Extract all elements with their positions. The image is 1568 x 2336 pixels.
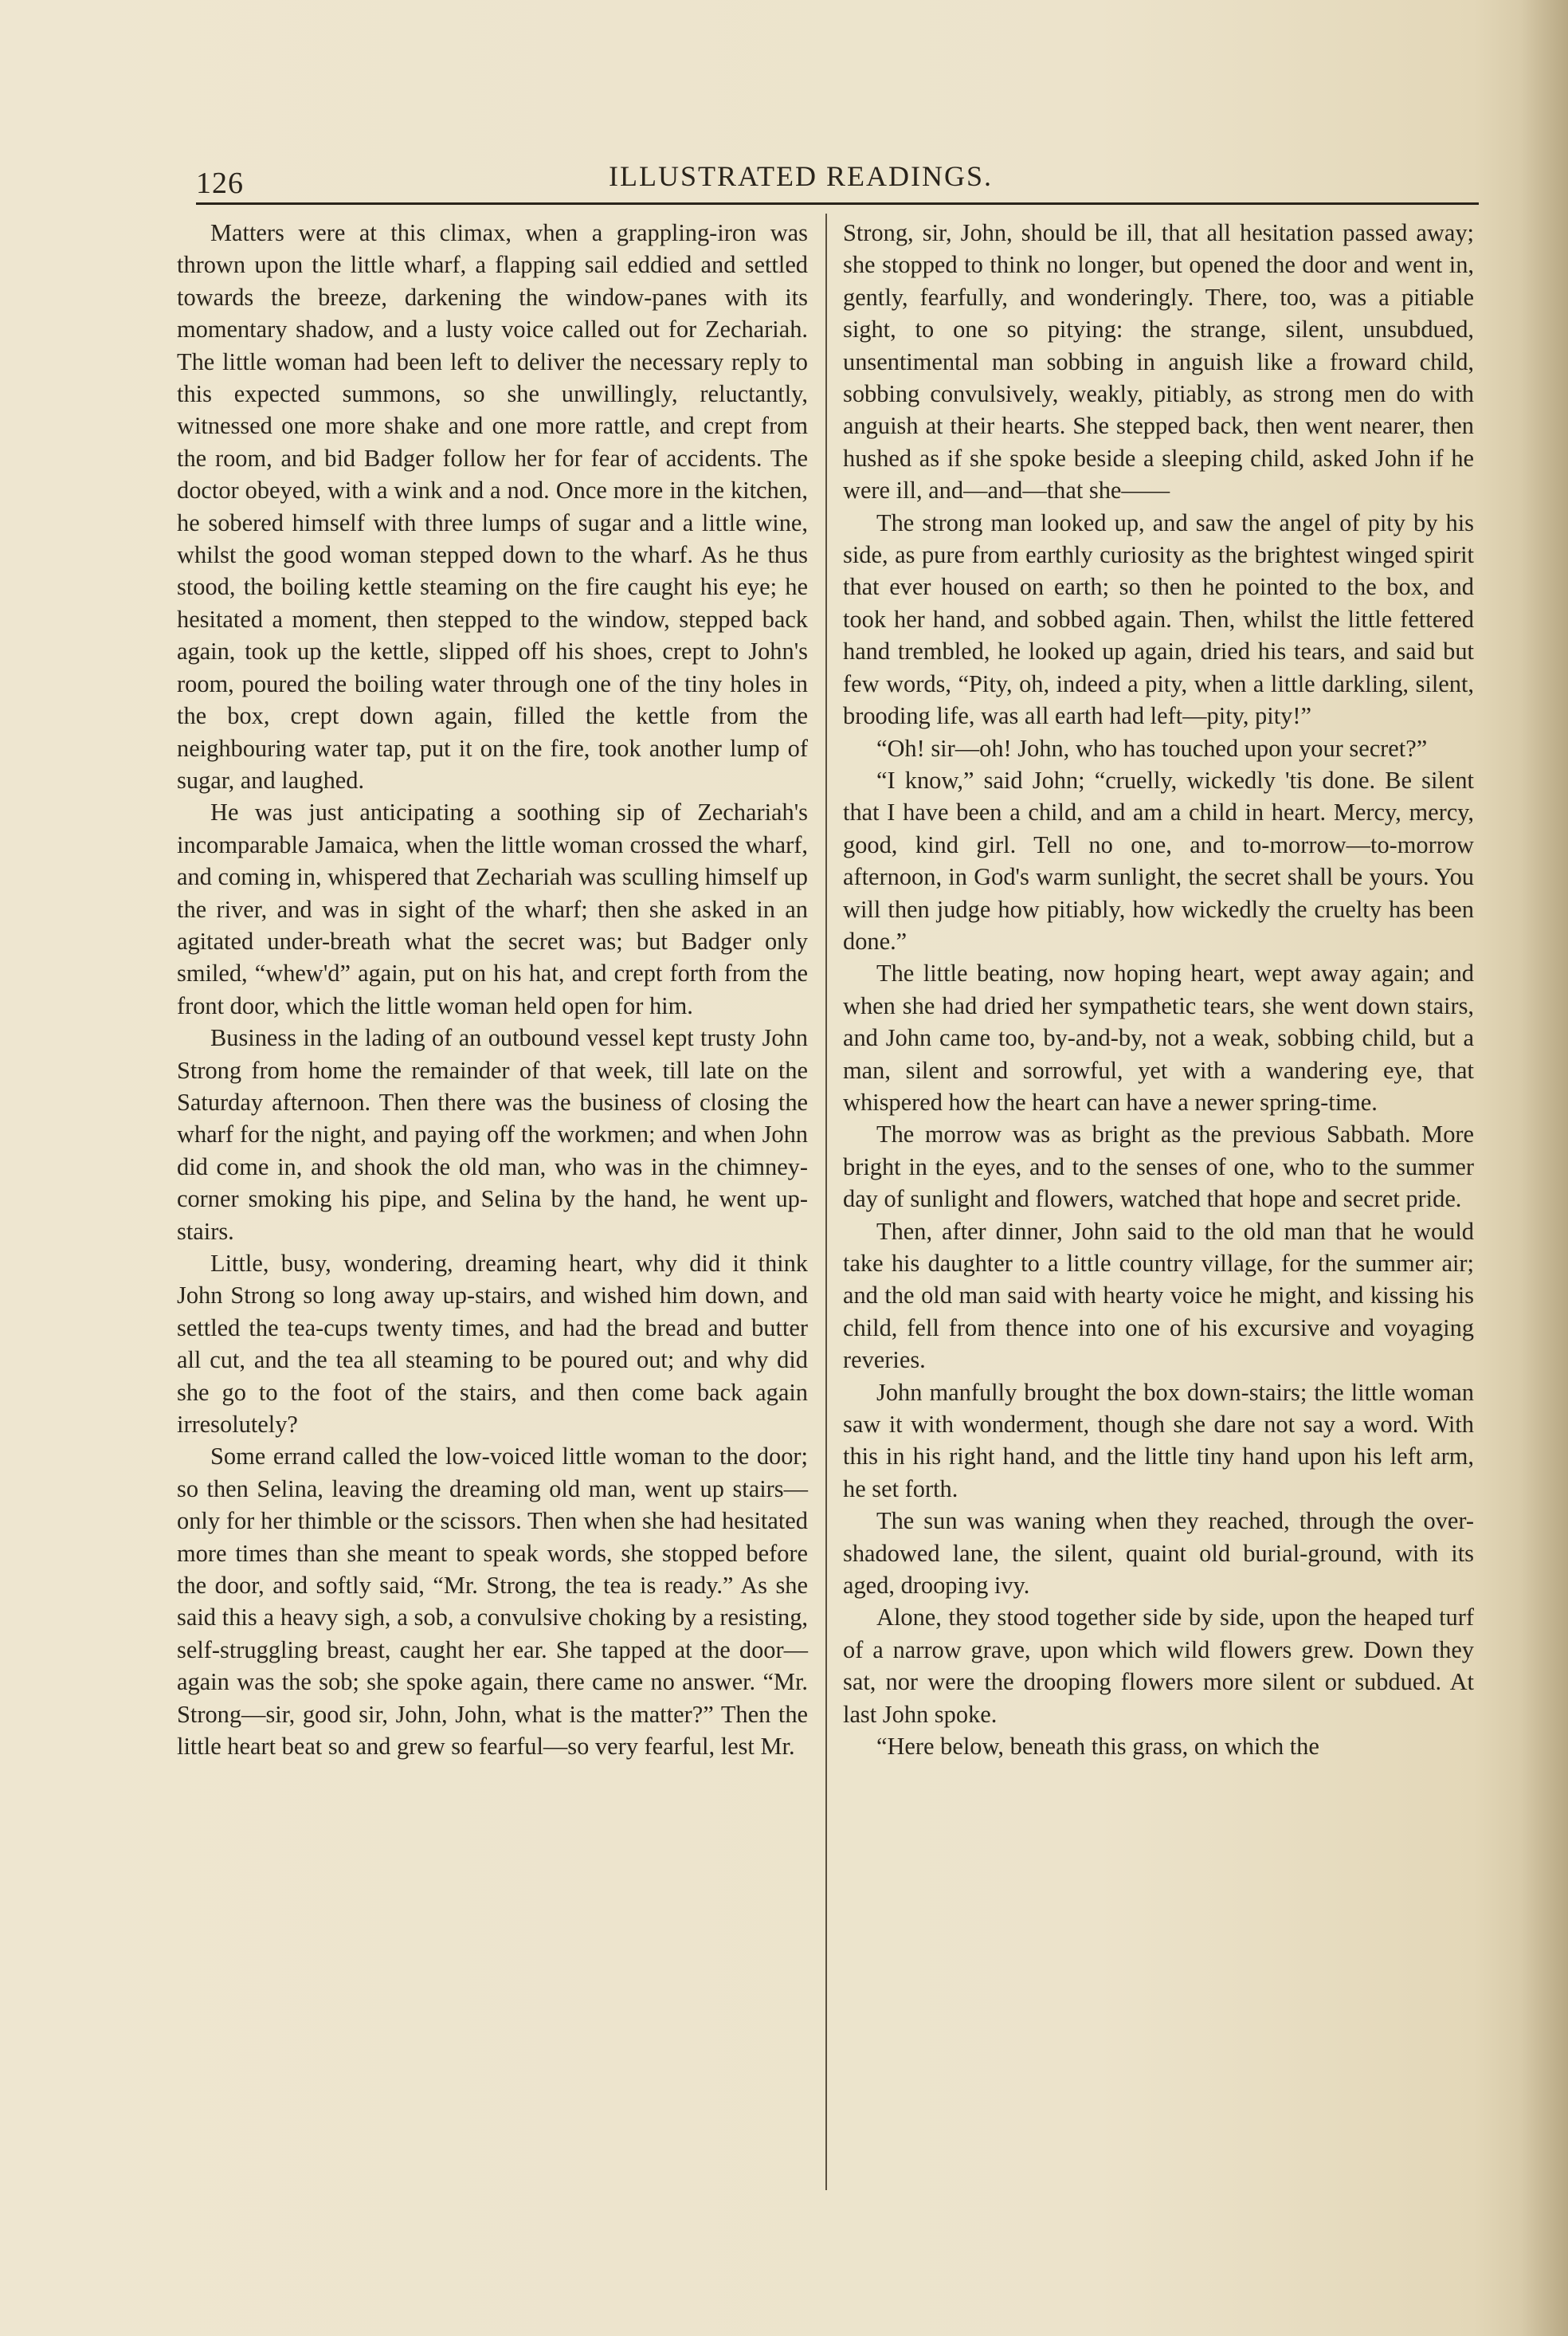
paragraph: John manfully brought the box down-stairs; the little woman saw it with wonderment, though she dare not say a word. With this in his right hand, and the little tiny hand upon his left arm, he set forth.	[843, 1378, 1474, 1502]
paragraph: The morrow was as bright as the previous Sabbath. More bright in the eyes, and to the senses of one, who to the summer day of sunlight and flowers, watched that hope and secret pride.	[843, 1121, 1474, 1213]
paragraph: Then, after dinner, John said to the old man that he would take his daughter to a little country village, for the summer air; and the old man said with hearty voice he might, and kissing his child, fell from thence into one of his excursive and voyaging reveries.	[843, 1217, 1474, 1374]
paragraph: Little, busy, wondering, dreaming heart, why did it think John Strong so long away up-stairs, and wished him down, and settled the tea-cups twenty times, and had the bread and butter all cut, and the tea all steaming to be poured out; and why did she go to the foot of the stairs, and then come back again irresolutely?	[177, 1250, 808, 1439]
running-title: ILLUSTRATED READINGS.	[609, 160, 993, 192]
paragraph: The strong man looked up, and saw the angel of pity by his side, as pure from earthly curiosity as the brightest winged spirit that ever housed on earth; so then he pointed to the box, and took her hand, and sobbed again. Then, whilst the little fettered hand trembled, he looked up again, dried his tears, and said but few words, “Pity, oh, indeed a pity, when a little darkling, silent, brooding life, was all earth had left—pity, pity!”	[843, 508, 1474, 730]
paragraph: The sun was waning when they reached, through the over-shadowed lane, the silent, quaint old burial-ground, with its aged, drooping ivy.	[843, 1507, 1474, 1600]
paragraph: Some errand called the low-voiced little woman to the door; so then Selina, leaving the dreaming old man, went up stairs—only for her thimble or the scissors. Then when she had hesitated more times than she meant to speak words, she stopped before the door, and softly said, “Mr. Strong, the tea is ready.” As she said this a heavy sigh, a sob, a convulsive choking by a resisting, self-struggling breast, caught her ear. She tapped at the door—again was the sob; she spoke again, there came no answer. “Mr. Strong—sir, good sir, John, John, what is the matter?” Then the little heart beat so and grew so fearful—so very fearful, lest Mr.	[177, 1443, 808, 1761]
right-column	[843, 217, 1474, 1763]
paragraph: “I know,” said John; “cruelly, wickedly 'tis done. Be silent that I have been a child, and am a child in heart. Mercy, mercy, good, kind girl. Tell no one, and to-morrow—to-morrow afternoon, in God's warm sunlight, the secret shall be yours. You will then judge how pitiably, how wickedly the cruelty has been done.”	[843, 766, 1474, 955]
paragraph: The little beating, now hoping heart, wept away again; and when she had dried her sympathetic tears, she went down stairs, and John came too, by-and-by, not a weak, sobbing child, but a man, silent and sorrowful, yet with a wandering eye, that whispered how the heart can have a newer spring-time.	[843, 960, 1474, 1116]
paragraph: Strong, sir, John, should be ill, that all hesitation passed away; she stopped to think no longer, but opened the door and went in, gently, fearfully, and wonderingly. There, too, was a pitiable sight, to one so pitying: the strange, silent, unsubdued, unsentimental man sobbing in anguish like a froward child, sobbing convulsively, weakly, pitiably, as strong men do with anguish at their hearts. She stepped back, then went nearer, then hushed as if she spoke beside a sleeping child, asked John if he were ill, and—and—that she——	[843, 219, 1474, 504]
paragraph: Matters were at this climax, when a grappling-iron was thrown upon the little wharf, a flapping sail eddied and settled towards the breeze, darkening the window-panes with its momentary shadow, and a lusty voice called out for Zechariah. The little woman had been left to deliver the necessary reply to this expected summons, so she unwillingly, reluctantly, witnessed one more shake and one more rattle, and crept from the room, and bid Badger follow her for fear of accidents. The doctor obeyed, with a wink and a nod. Once more in the kitchen, he sobered himself with three lumps of sugar and a little wine, whilst the good woman stepped down to the wharf. As he thus stood, the boiling kettle steaming on the fire caught his eye; he hesitated a moment, then stepped to the window, stepped back again, took up the kettle, slipped off his shoes, crept to John's room, poured the boiling water through one of the tiny holes in the box, crept down again, filled the kettle from the neighbouring water tap, put it on the fire, took another lump of sugar, and laughed.	[177, 219, 808, 794]
paragraph: “Oh! sir—oh! John, who has touched upon your secret?”	[876, 734, 1428, 762]
paragraph: Business in the lading of an outbound vessel kept trusty John Strong from home the remainder of that week, till late on the Saturday afternoon. Then there was the business of closing the wharf for the night, and paying off the workmen; and when John did come in, and shook the old man, who was in the chimney-corner smoking his pipe, and Selina by the hand, he went up-stairs.	[177, 1024, 808, 1245]
header-rule	[196, 202, 1479, 205]
paragraph: He was just anticipating a soothing sip of Zechariah's incomparable Jamaica, when the little woman crossed the wharf, and coming in, whispered that Zechariah was sculling himself up the river, and was in sight of the wharf; then she asked in an agitated under-breath what the secret was; but Badger only smiled, “whew'd” again, put on his hat, and crept forth from the front door, which the little woman held open for him.	[177, 799, 808, 1019]
left-column	[177, 217, 808, 1763]
paragraph: Alone, they stood together side by side, upon the heaped turf of a narrow grave, upon which wild flowers grew. Down they sat, nor were the drooping flowers more silent or subdued. At last John spoke.	[843, 1604, 1474, 1728]
paragraph: “Here below, beneath this grass, on which the	[876, 1733, 1319, 1761]
column-divider	[825, 214, 827, 2190]
page-edge-shadow	[1520, 0, 1568, 2336]
page-number: 126	[196, 167, 244, 200]
